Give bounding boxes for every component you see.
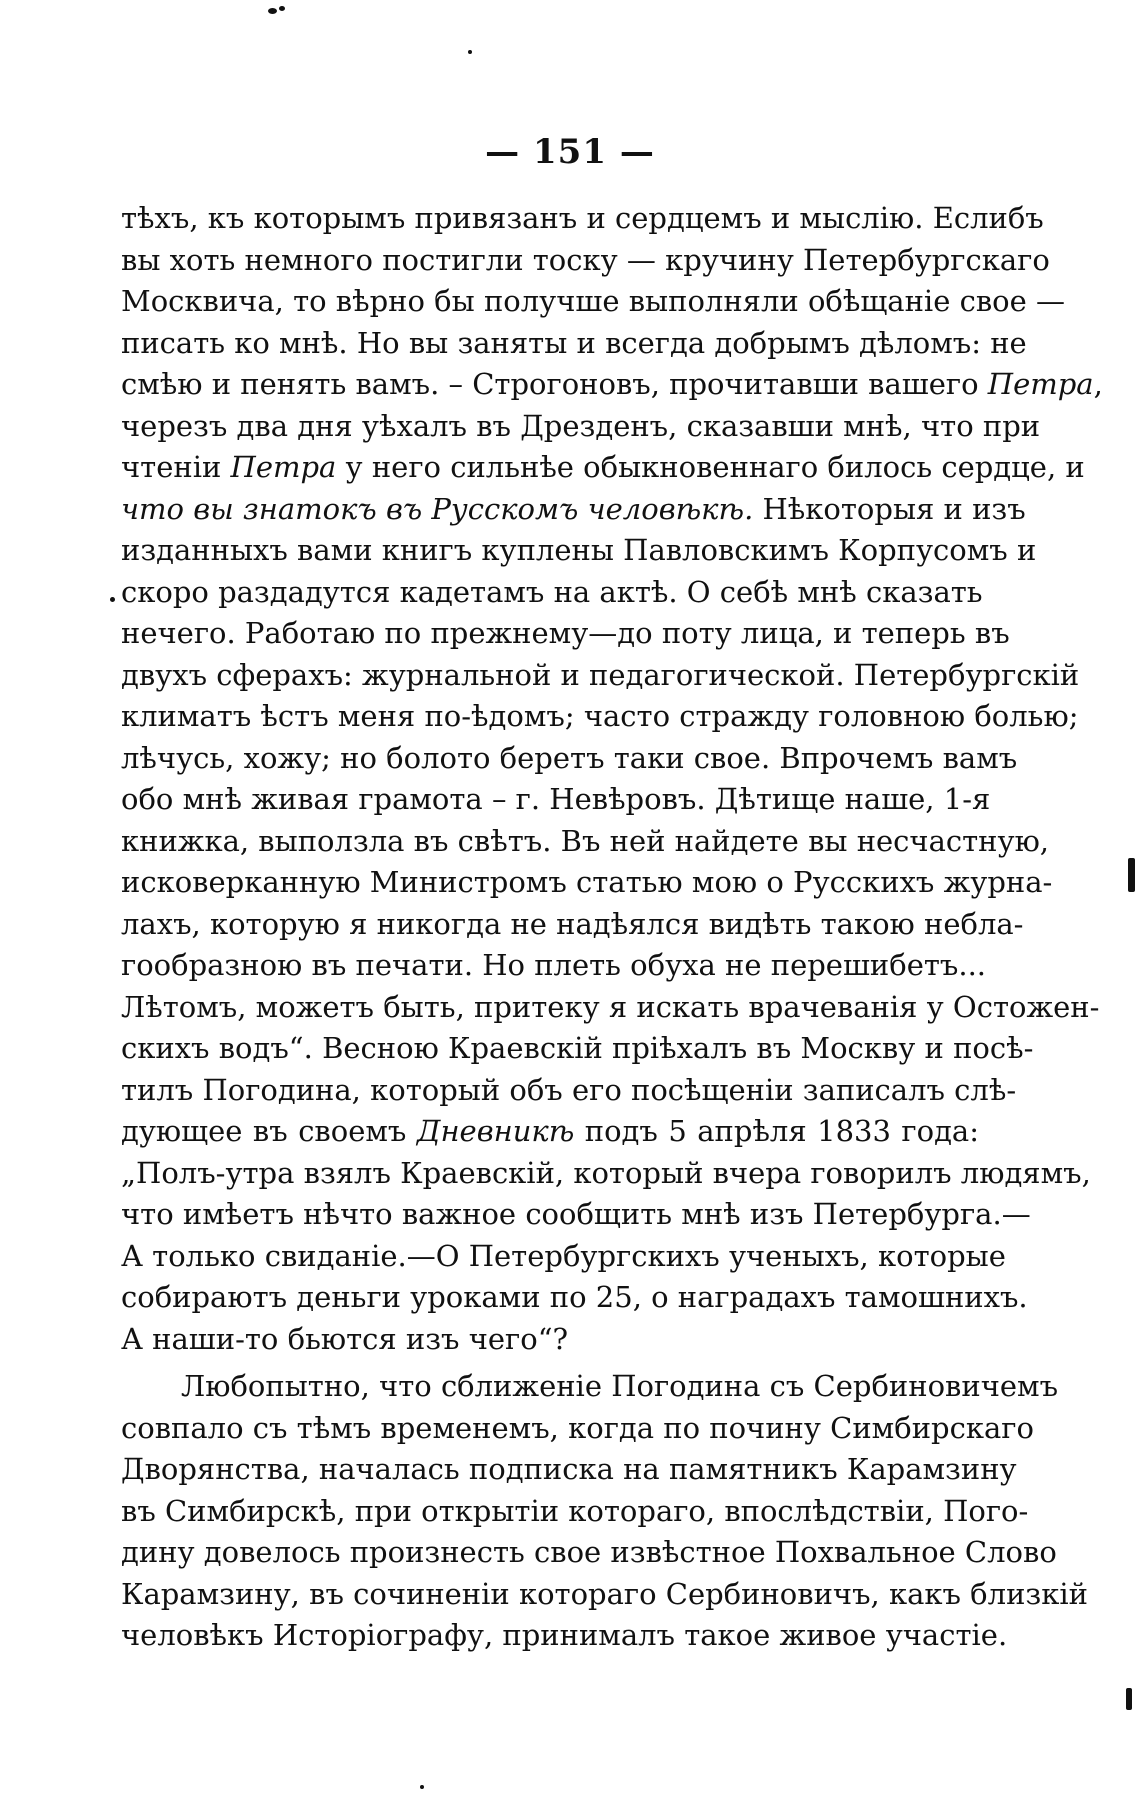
text-line: климатъ ѣстъ меня по-ѣдомъ; часто стражду головною болью; bbox=[121, 699, 1079, 733]
text-line: книжка, выползла въ свѣтъ. Въ ней найдете вы несчастную, bbox=[121, 823, 1050, 858]
italic-phrase: Петра bbox=[987, 367, 1094, 401]
text-line: Лѣтомъ, можетъ быть, притеку я искать врачеванія у Остожен- bbox=[121, 989, 1100, 1024]
text-line: тѣхъ, къ которымъ привязанъ и сердцемъ и мыслію. Еслибъ bbox=[121, 201, 1044, 235]
body-text bbox=[121, 198, 1103, 1657]
ink-speck bbox=[468, 50, 472, 54]
paragraph-1 bbox=[121, 198, 1103, 1360]
text-line: нечего. Работаю по прежнему—до поту лица, и теперь въ bbox=[121, 616, 1010, 650]
text-line: въ Симбирскѣ, при открытіи котораго, впослѣдствіи, Пого- bbox=[121, 1493, 1029, 1528]
text-line: Карамзину, въ сочиненіи котораго Сербиновичъ, какъ близкій bbox=[121, 1576, 1088, 1611]
text-line: Любопытно, что сближеніе Погодина съ Сербиновичемъ bbox=[181, 1369, 1059, 1403]
text-line: чтеніи Петра у него сильнѣе обыкновеннаго билось сердце, и bbox=[121, 450, 1085, 484]
page-number: — 151 — bbox=[485, 132, 655, 172]
text-line: смѣю и пенять вамъ. – Строгоновъ, прочитавши вашего Петра, bbox=[121, 367, 1103, 401]
text-line: гообразною въ печати. Но плеть обуха не перешибетъ... bbox=[121, 948, 987, 982]
ink-speck bbox=[420, 1785, 424, 1789]
italic-phrase: Дневникѣ bbox=[416, 1114, 575, 1148]
text-line: совпало съ тѣмъ временемъ, когда по почину Симбирскаго bbox=[121, 1410, 1034, 1445]
text-line: А наши-то бьются изъ чего“? bbox=[121, 1321, 569, 1356]
text-line: писать ко мнѣ. Но вы заняты и всегда добрымъ дѣломъ: не bbox=[121, 325, 1027, 360]
text-line: вы хоть немного постигли тоску — кручину Петербургскаго bbox=[121, 242, 1050, 277]
text-line: черезъ два дня уѣхалъ въ Дрезденъ, сказавши мнѣ, что при bbox=[121, 408, 1041, 443]
margin-mark bbox=[1128, 858, 1135, 892]
text-line: А только свиданіе.—О Петербургскихъ ученыхъ, которые bbox=[121, 1238, 1006, 1273]
text-line: Москвича, то вѣрно бы получше выполняли обѣщаніе свое — bbox=[121, 284, 1065, 318]
text-line: что имѣетъ нѣчто важное сообщить мнѣ изъ Петербурга.— bbox=[121, 1197, 1031, 1231]
text-line: дину довелось произнесть свое извѣстное Похвальное Слово bbox=[121, 1535, 1057, 1569]
italic-phrase: Петра bbox=[230, 450, 337, 484]
text-line: „Полъ-утра взялъ Краевскій, который вчера говорилъ людямъ, bbox=[121, 1155, 1091, 1190]
ink-speck bbox=[268, 8, 277, 14]
text-line: лахъ, которую я никогда не надѣялся видѣть такою небла- bbox=[121, 906, 1024, 941]
text-line: скоро раздадутся кадетамъ на актѣ. О себѣ мнѣ сказать bbox=[121, 574, 983, 609]
text-line: тилъ Погодина, который объ его посѣщеніи записалъ слѣ- bbox=[121, 1072, 1017, 1107]
text-line: Дворянства, началась подписка на памятникъ Карамзину bbox=[121, 1452, 1017, 1486]
text-line: скихъ водъ“. Весною Краевскій пріѣхалъ въ Москву и посѣ- bbox=[121, 1031, 1034, 1065]
text-line: дующее въ своемъ Дневникѣ подъ 5 апрѣля 1833 года: bbox=[121, 1114, 979, 1148]
text-line: собираютъ деньги уроками по 25, о наградахъ тамошнихъ. bbox=[121, 1280, 1028, 1314]
text-line: человѣкъ Исторіографу, принималъ такое живое участіе. bbox=[121, 1618, 1008, 1652]
text-line: лѣчусь, хожу; но болото беретъ таки свое. Впрочемъ вамъ bbox=[121, 740, 1018, 775]
paragraph-2 bbox=[121, 1366, 1088, 1657]
ink-speck bbox=[110, 597, 115, 602]
text-line: обо мнѣ живая грамота – г. Невѣровъ. Дѣтище наше, 1-я bbox=[121, 782, 991, 816]
text-line: изданныхъ вами книгъ куплены Павловскимъ Корпусомъ и bbox=[121, 533, 1037, 567]
text-line: что вы знатокъ въ Русскомъ человѣкѣ. Нѣкоторыя и изъ bbox=[121, 491, 1026, 526]
text-line: двухъ сферахъ: журнальной и педагогической. Петербургскій bbox=[121, 657, 1080, 692]
italic-phrase: что вы знатокъ въ Русскомъ человѣкѣ. bbox=[121, 491, 754, 526]
margin-mark bbox=[1126, 1688, 1132, 1710]
text-line: исковерканную Министромъ статью мою о Русскихъ журна- bbox=[121, 865, 1053, 899]
ink-speck bbox=[279, 6, 285, 11]
